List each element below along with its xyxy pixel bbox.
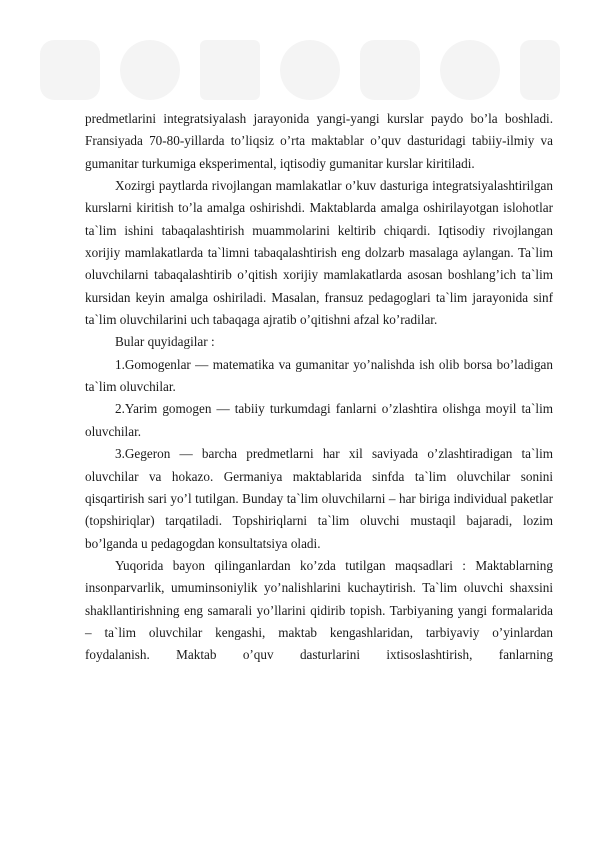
paragraph-2: Xozirgi paytlarda rivojlangan mamlakatlar o’kuv dasturiga integratsiyalashtirilgan kurslarni kiritish to’la amalga oshirishdi. Maktablarda amalga oshirilayotgan islohotlar ta`lim ishini tabaqalashtirish muammolarini keltirib chiqardi. Iqtisodiy rivojlangan xorijiy mamlakatlarda ta`limni tabaqalashtirish eng dolzarb masalaga aylangan. Ta`lim oluvchilarni tabaqalashtirib o’qitish xorijiy mamlakatlarda asosan boshlang’ich ta`lim kursidan keyin amalga oshiriladi. Masalan, fransuz pedagoglari ta`lim jarayonida sinf ta`lim oluvchilarini uch tabaqaga ajratib o’qitishni afzal ko’radilar. bbox=[85, 178, 553, 328]
paragraph-1: predmetlarini integratsiyalash jarayonida yangi-yangi kurslar paydo bo’la boshladi. Fransiyada 70-80-yillarda to’liqsiz o’rta maktablar o’quv dasturidagi tabiiy-ilmiy va gumanitar turkumiga eksperimental, iqtisodiy gumanitar kurslar kiritiladi. bbox=[85, 111, 553, 171]
document-body bbox=[85, 108, 553, 667]
paragraph-5: 2.Yarim gomogen — tabiiy turkumdagi fanlarni o’zlashtira olishga moyil ta`lim oluvchilar. bbox=[85, 401, 553, 439]
paragraph-4: 1.Gomogenlar — matematika va gumanitar yo’nalishda ish olib borsa bo’ladigan ta`lim oluvchilar. bbox=[85, 356, 553, 395]
paragraph-7: Yuqorida bayon qilinganlardan ko’zda tutilgan maqsadlari : Maktablarning insonparvarlik, umuminsoniylik yo’nalishlarini kuchaytirish. Ta`lim oluvchi shaxsini shakllantirishning eng samarali yo’llarini qidirib topish. Tarbiyaning yangi formalarida – ta`lim oluvchilar kengashi, maktab kengashlaridan, tarbiyaviy o’yinlardan foydalanish. Maktab o’quv dasturlarini ixtisoslashtirish, fanlarning bbox=[85, 557, 553, 663]
paragraph-6: 3.Gegeron — barcha predmetlarni har xil saviyada o’zlashtiradigan ta`lim oluvchilar va hokazo. Germaniya maktablarida sinfda ta`lim oluvchilar sonini qisqartirish sari yo’l tutilgan. Bunday ta`lim oluvchilarni – har biriga individual paketlar (topshiriqlar) tarqatiladi. Topshiriqlarni ta`lim oluvchi mustaqil bajaradi, lozim bo’lganda u pedagogdan konsultatsiya oladi. bbox=[85, 446, 553, 551]
paragraph-3: Bular quyidagilar : bbox=[115, 334, 215, 350]
